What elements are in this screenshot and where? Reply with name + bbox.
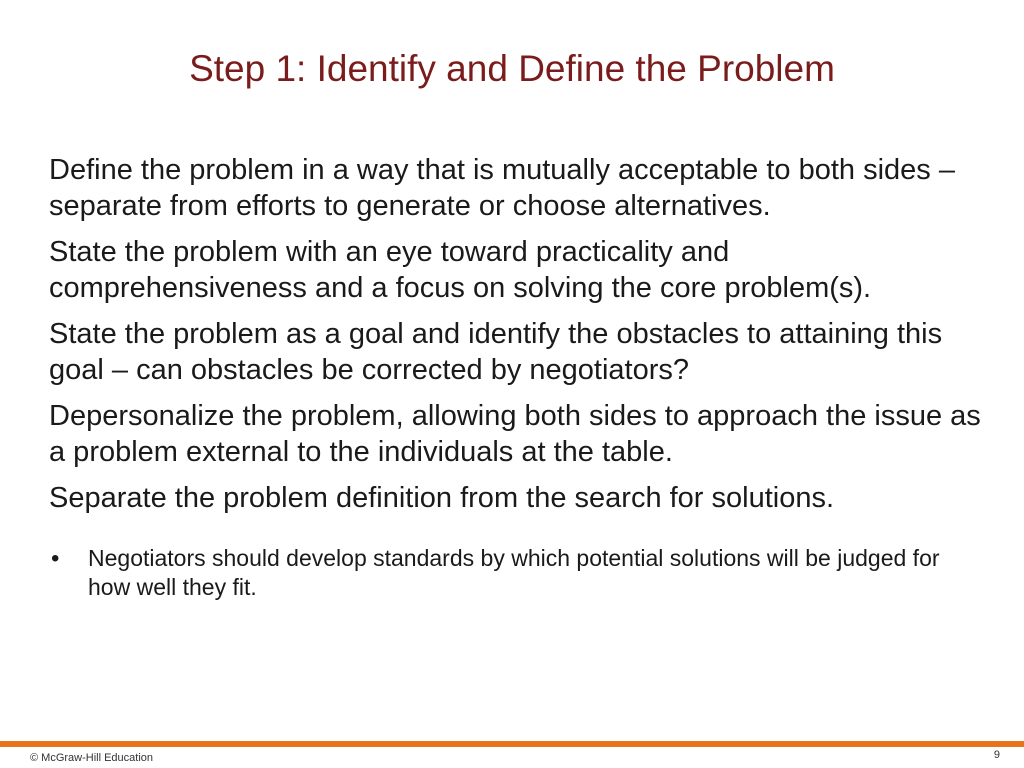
- body-paragraph-5: Separate the problem definition from the search for solutions.: [49, 482, 835, 514]
- sub-bullet-item: [49, 544, 968, 602]
- slide-body: [49, 152, 989, 602]
- body-paragraph-1: Define the problem in a way that is mutually acceptable to both sides – separate from efforts to generate or choose alternatives.: [49, 154, 955, 222]
- sub-bullet-text: Negotiators should develop standards by which potential solutions will be judged for how well they fit.: [88, 545, 940, 600]
- sub-bullet-list: [49, 544, 989, 602]
- body-paragraph-2: State the problem with an eye toward practicality and comprehensiveness and a focus on solving the core problem(s).: [49, 236, 872, 304]
- body-paragraph-3: State the problem as a goal and identify the obstacles to attaining this goal – can obstacles be corrected by negotiators?: [49, 318, 943, 386]
- slide-title: Step 1: Identify and Define the Problem: [189, 48, 835, 89]
- footer-copyright: © McGraw-Hill Education: [30, 752, 154, 764]
- footer-accent-bar: [0, 741, 1024, 747]
- bullet-dot-icon: •: [51, 545, 60, 572]
- body-paragraph-4: Depersonalize the problem, allowing both sides to approach the issue as a problem external to the individuals at the table.: [49, 400, 981, 468]
- page-number: 9: [993, 749, 1000, 761]
